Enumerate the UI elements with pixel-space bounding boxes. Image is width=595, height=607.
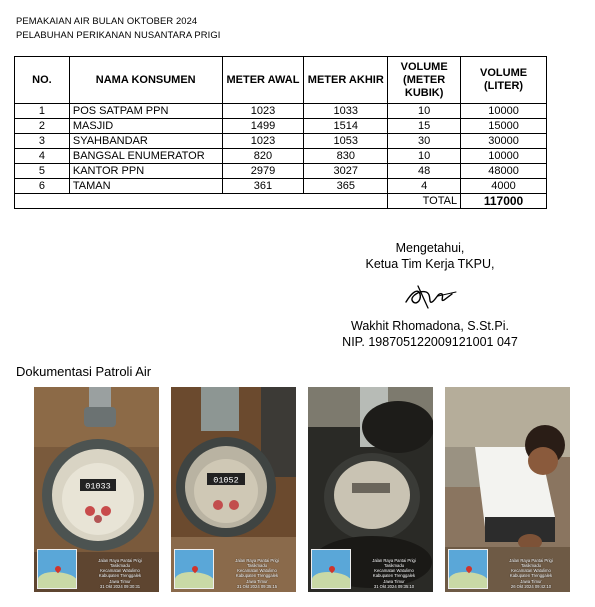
handwritten-signature — [398, 282, 458, 312]
patrol-photo-3 — [308, 387, 433, 592]
cell-meter-akhir: 365 — [304, 179, 388, 194]
cell-volume-m3: 4 — [388, 179, 461, 194]
cell-no: 4 — [15, 149, 70, 164]
stamp-line: Kabupaten Trenggalek — [98, 573, 142, 579]
total-value: 117000 — [461, 194, 547, 209]
stamp-line: Kabupaten Trenggalek — [372, 573, 416, 579]
total-blank-cell — [69, 194, 222, 209]
table-row — [15, 164, 547, 179]
total-row — [15, 194, 547, 209]
location-minimap — [174, 549, 214, 589]
stamp-line: Jalan Raya Pantai Prigi — [372, 557, 416, 563]
cell-meter-awal: 1499 — [222, 119, 304, 134]
stamp-line: Jawa Timur — [383, 578, 405, 584]
table-row — [15, 119, 547, 134]
location-minimap — [37, 549, 77, 589]
cell-meter-akhir: 1033 — [304, 104, 388, 119]
meter-reading-2: 01052 — [213, 475, 239, 486]
stamp-line: 31 Okt 2024 09:35:10 — [373, 583, 415, 589]
table-row — [15, 149, 547, 164]
stamp-line: Kecamatan Watulimo — [237, 568, 277, 574]
table-header-row — [15, 57, 547, 104]
total-blank-cell — [304, 194, 388, 209]
stamp-line: Jawa Timur — [246, 578, 268, 584]
cell-no: 5 — [15, 164, 70, 179]
title-line-2: PELABUHAN PERIKANAN NUSANTARA PRIGI — [16, 29, 221, 40]
stamp-line: 31 Okt 2024 09:30:31 — [99, 583, 141, 589]
geotag-stamp — [495, 558, 567, 589]
header-volume-liter-line2: (LITER) — [483, 80, 524, 92]
cell-meter-akhir: 1514 — [304, 119, 388, 134]
stamp-line: Kabupaten Trenggalek — [235, 573, 279, 579]
cell-no: 1 — [15, 104, 70, 119]
cell-name: SYAHBANDAR — [69, 134, 222, 149]
cell-no: 6 — [15, 179, 70, 194]
total-blank-cell — [15, 194, 70, 209]
cell-meter-akhir: 830 — [304, 149, 388, 164]
stamp-line: Kecamatan Watulimo — [511, 568, 551, 574]
cell-meter-awal: 820 — [222, 149, 304, 164]
water-usage-table — [14, 56, 547, 209]
geotag-stamp — [84, 558, 156, 589]
geotag-stamp — [221, 558, 293, 589]
cell-volume-liter: 30000 — [461, 134, 547, 149]
stamp-line: Jawa Timur — [520, 578, 542, 584]
cell-name: KANTOR PPN — [69, 164, 222, 179]
cell-name: MASJID — [69, 119, 222, 134]
header-meter-awal: METER AWAL — [222, 57, 304, 104]
cell-volume-liter: 10000 — [461, 104, 547, 119]
stamp-line: 26 Okt 2024 09:42:10 — [510, 583, 552, 589]
cell-name: BANGSAL ENUMERATOR — [69, 149, 222, 164]
approval-block — [330, 240, 530, 272]
meter-reading-1: 01033 — [85, 481, 111, 492]
signatory-name: Wakhit Rhomadona, S.St.Pi. — [351, 319, 509, 333]
cell-volume-m3: 10 — [388, 104, 461, 119]
document-title — [16, 14, 220, 42]
header-no: NO. — [15, 57, 70, 104]
geotag-stamp — [358, 558, 430, 589]
stamp-line: Tasikmadu — [520, 562, 541, 568]
stamp-line: Tasikmadu — [246, 562, 267, 568]
stamp-line: Kabupaten Trenggalek — [509, 573, 553, 579]
header-name: NAMA KONSUMEN — [69, 57, 222, 104]
location-minimap — [311, 549, 351, 589]
cell-volume-liter: 15000 — [461, 119, 547, 134]
documentation-heading: Dokumentasi Patroli Air — [16, 364, 152, 379]
cell-volume-liter: 4000 — [461, 179, 547, 194]
approval-line-1: Mengetahui, — [395, 241, 465, 255]
table-row — [15, 179, 547, 194]
signatory — [330, 318, 530, 350]
cell-volume-m3: 10 — [388, 149, 461, 164]
header-meter-akhir: METER AKHIR — [304, 57, 388, 104]
header-volume-liter — [461, 57, 547, 104]
stamp-line: Jalan Raya Pantai Prigi — [235, 557, 279, 563]
cell-no: 3 — [15, 134, 70, 149]
cell-meter-akhir: 1053 — [304, 134, 388, 149]
approval-line-2: Ketua Tim Kerja TKPU, — [365, 257, 495, 271]
cell-name: POS SATPAM PPN — [69, 104, 222, 119]
stamp-line: Kecamatan Watulimo — [374, 568, 414, 574]
cell-volume-liter: 10000 — [461, 149, 547, 164]
title-line-1: PEMAKAIAN AIR BULAN OKTOBER 2024 — [16, 15, 198, 26]
cell-meter-akhir: 3027 — [304, 164, 388, 179]
header-volume-m3 — [388, 57, 461, 104]
header-volume-m3-line2: (METER — [403, 73, 446, 86]
signatory-nip: NIP. 198705122009121001 047 — [342, 335, 518, 349]
cell-meter-awal: 1023 — [222, 104, 304, 119]
stamp-line: Kecamatan Watulimo — [100, 568, 140, 574]
stamp-line: Tasikmadu — [383, 562, 404, 568]
stamp-line: Jawa Timur — [109, 578, 131, 584]
stamp-line: Jalan Raya Pantai Prigi — [509, 557, 553, 563]
stamp-line: 31 Okt 2024 09:35:15 — [236, 583, 278, 589]
cell-meter-awal: 1023 — [222, 134, 304, 149]
total-blank-cell — [222, 194, 304, 209]
cell-volume-liter: 48000 — [461, 164, 547, 179]
stamp-line: Tasikmadu — [109, 562, 130, 568]
cell-volume-m3: 30 — [388, 134, 461, 149]
cell-meter-awal: 2979 — [222, 164, 304, 179]
total-label: TOTAL — [388, 194, 461, 209]
location-minimap — [448, 549, 488, 589]
table-row — [15, 104, 547, 119]
patrol-photo-1 — [34, 387, 159, 592]
header-volume-m3-line3: KUBIK) — [404, 86, 444, 99]
cell-volume-m3: 15 — [388, 119, 461, 134]
header-volume-m3-line1: VOLUME — [400, 60, 448, 73]
cell-name: TAMAN — [69, 179, 222, 194]
patrol-photo-2 — [171, 387, 296, 592]
cell-volume-m3: 48 — [388, 164, 461, 179]
cell-no: 2 — [15, 119, 70, 134]
stamp-line: Jalan Raya Pantai Prigi — [98, 557, 142, 563]
header-volume-liter-line1: VOLUME — [480, 67, 528, 79]
cell-meter-awal: 361 — [222, 179, 304, 194]
table-row — [15, 134, 547, 149]
patrol-photo-4 — [445, 387, 570, 592]
